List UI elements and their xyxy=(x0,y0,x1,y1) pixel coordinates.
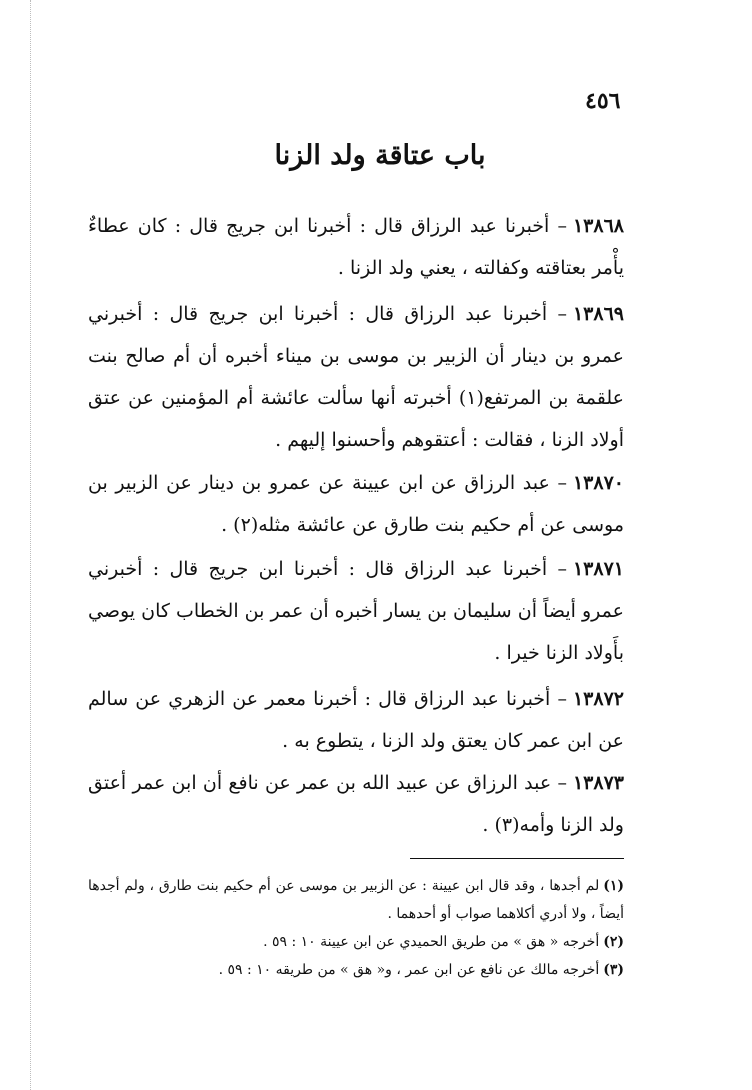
hadith-13870 xyxy=(88,462,624,546)
hadith-number: ١٣٨٦٩ xyxy=(572,303,624,325)
scan-margin-line xyxy=(30,0,31,1090)
hadith-13871 xyxy=(88,548,624,674)
hadith-number: ١٣٨٦٨ xyxy=(572,215,624,237)
hadith-text: – أخبرنا عبد الرزاق قال : أخبرنا ابن جريج قال : كان عطاءٌ يأْمر بعتاقته وكفالته ، يعني ولد الزنا . xyxy=(88,215,624,279)
footnote-1 xyxy=(88,872,624,928)
footnote-separator xyxy=(410,858,624,859)
page-number: ٤٥٦ xyxy=(585,88,621,114)
hadith-text: – أخبرنا عبد الرزاق قال : أخبرنا ابن جريج قال : أخبرني عمرو أيضاً أن سليمان بن يسار أخبره أن عمر بن الخطاب كان يوصي بأَولاد الزنا خيرا . xyxy=(88,558,624,664)
footnotes xyxy=(88,872,624,984)
footnote-number: (٣) xyxy=(603,962,624,978)
footnote-number: (٢) xyxy=(603,934,624,950)
hadith-13868 xyxy=(88,205,624,289)
hadith-number: ١٣٨٧١ xyxy=(572,558,624,580)
footnote-text: أخرجه « هق » من طريق الحميدي عن ابن عيينة ١٠ : ٥٩ . xyxy=(263,934,600,950)
hadith-text: – أخبرنا عبد الرزاق قال : أخبرنا ابن جريج قال : أخبرني عمرو بن دينار أن الزبير بن موسى بن ميناء أخبره أن أم صالح بنت علقمة بن المرتفع(١) أخبرته أنها سألت عائشة أم المؤمنين عن عتق أولاد الزنا ، فقالت : أعتقوهم وأحسنوا إليهم . xyxy=(88,303,624,451)
hadith-text: – عبد الرزاق عن ابن عيينة عن عمرو بن دينار عن الزبير بن موسى عن أم حكيم بنت طارق عن عائشة مثله(٢) . xyxy=(88,472,624,536)
footnote-number: (١) xyxy=(603,878,624,894)
hadith-13872 xyxy=(88,678,624,762)
hadith-number: ١٣٨٧٠ xyxy=(572,472,624,494)
footnote-2 xyxy=(88,928,624,956)
chapter-title: باب عتاقة ولد الزنا xyxy=(274,140,486,171)
footnote-text: أخرجه مالك عن نافع عن ابن عمر ، و« هق » من طريقه ١٠ : ٥٩ . xyxy=(218,962,600,978)
hadith-13869 xyxy=(88,293,624,461)
footnote-text: لم أجدها ، وقد قال ابن عيينة : عن الزبير بن موسى عن أم حكيم بنت طارق ، ولم أجدها أيضاً ، ولا أدري أكلاهما صواب أو أحدهما . xyxy=(88,878,624,922)
hadith-text: – عبد الرزاق عن عبيد الله بن عمر عن نافع أن ابن عمر أعتق ولد الزنا وأمه(٣) . xyxy=(88,772,624,836)
hadith-number: ١٣٨٧٢ xyxy=(572,688,624,710)
hadith-number: ١٣٨٧٣ xyxy=(572,772,624,794)
footnote-3 xyxy=(88,956,624,984)
hadith-13873 xyxy=(88,762,624,846)
hadith-text: – أخبرنا عبد الرزاق قال : أخبرنا معمر عن الزهري عن سالم عن ابن عمر كان يعتق ولد الزنا ، يتطوع به . xyxy=(88,688,624,752)
